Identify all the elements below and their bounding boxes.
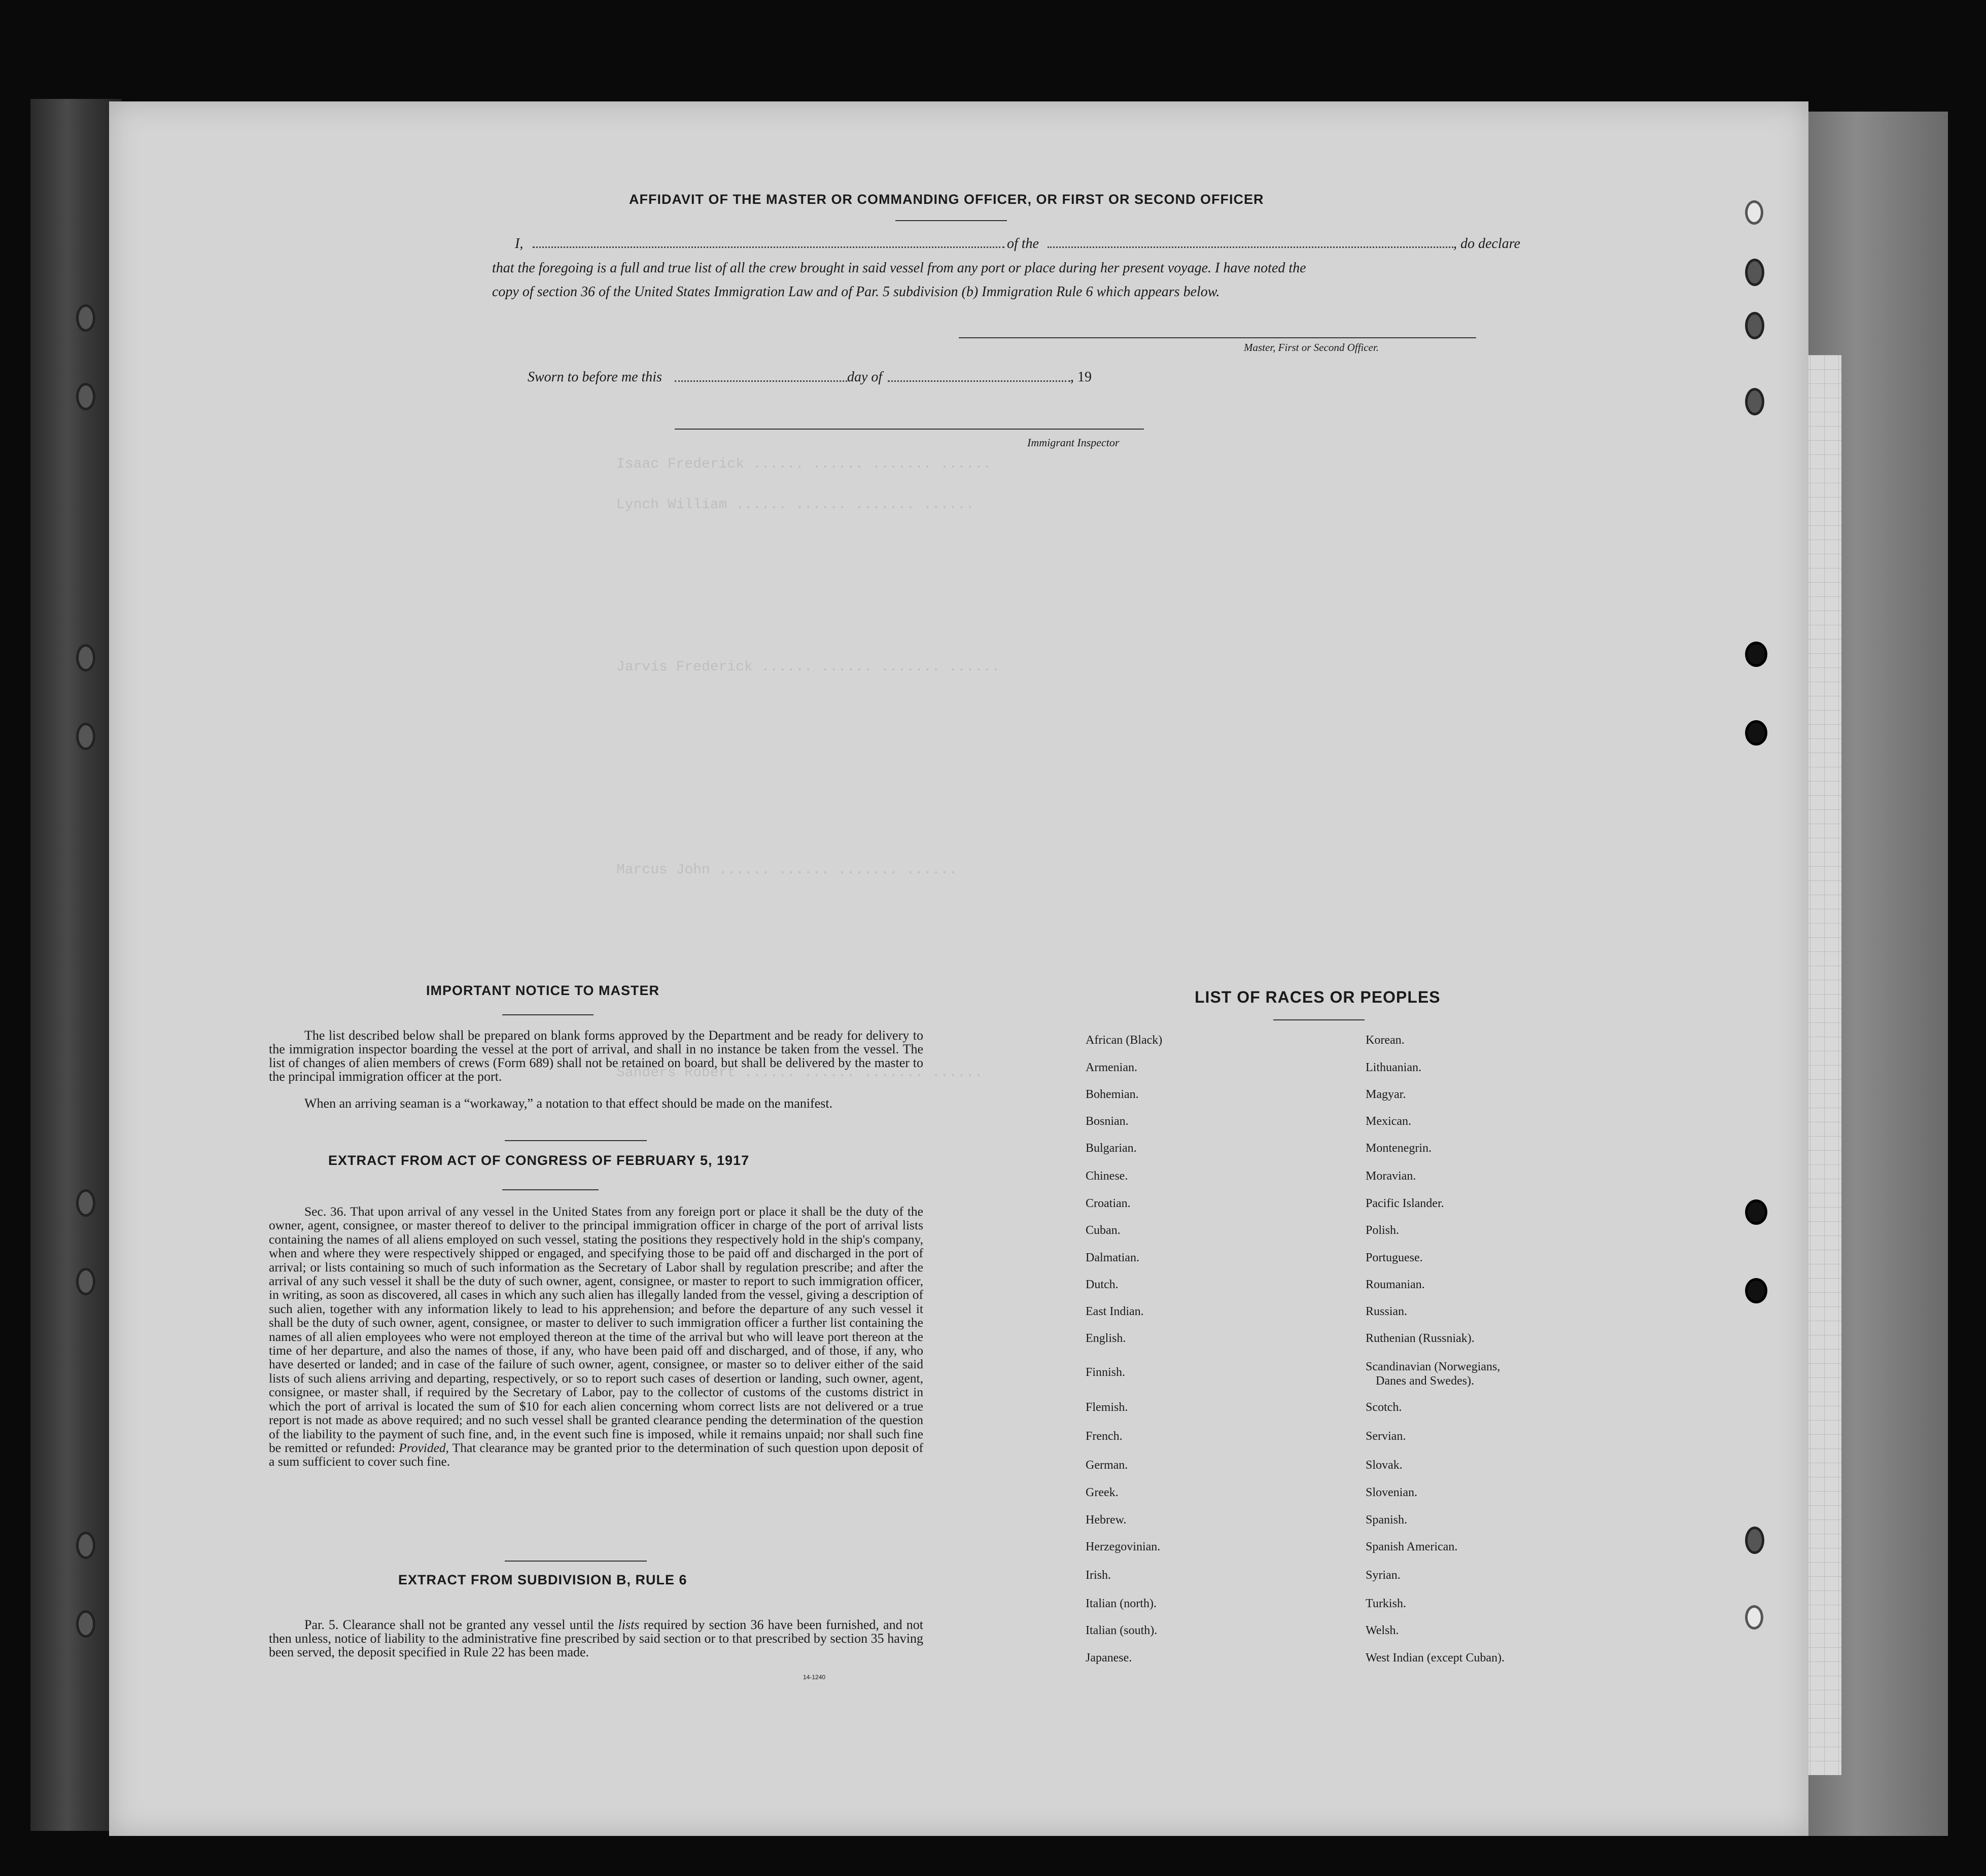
affidavit-title: AFFIDAVIT OF THE MASTER OR COMMANDING OFFICER, OR FIRST OR SECOND OFFICER	[629, 192, 1264, 207]
notice-underline	[502, 1014, 594, 1015]
year-label: , 19	[1070, 369, 1092, 385]
binder-hole	[76, 304, 95, 332]
affidavit-line2: that the foregoing is a full and true list of all the crew brought in said vessel from any port or place during her present voyage. I have noted the	[492, 260, 1306, 276]
race-item: Croatian.	[1086, 1197, 1131, 1210]
race-item: Lithuanian.	[1366, 1061, 1421, 1074]
race-item: Turkish.	[1366, 1597, 1406, 1610]
race-item: Bohemian.	[1086, 1088, 1139, 1101]
separator-rule	[505, 1561, 647, 1562]
race-item: Cuban.	[1086, 1224, 1121, 1237]
extract-act-body	[269, 1205, 923, 1469]
race-item: Pacific Islander.	[1366, 1197, 1444, 1210]
separator-rule	[505, 1140, 647, 1141]
page-hole	[1745, 1199, 1767, 1225]
race-item: Syrian.	[1366, 1569, 1401, 1582]
page-hole	[1745, 1527, 1764, 1554]
race-item: Servian.	[1366, 1430, 1406, 1443]
race-item: Irish.	[1086, 1569, 1111, 1582]
race-item: East Indian.	[1086, 1305, 1144, 1318]
extract-rule-title: EXTRACT FROM SUBDIVISION B, RULE 6	[398, 1572, 687, 1587]
sworn-day-blank[interactable]	[675, 380, 847, 382]
race-item: French.	[1086, 1430, 1123, 1443]
master-signature-line[interactable]	[959, 337, 1476, 338]
provided-text: Provided,	[399, 1440, 449, 1455]
rule-6-text-b: required by section 36 have been furnished, and not then unless, notice of liability to the administrative fine prescribed by said section or to that prescribed by section 35 having been served, the deposit specified in Rule 22 has been made.	[269, 1617, 924, 1659]
affidavit-declare: , do declare	[1453, 236, 1520, 252]
section-36-text: That upon arrival of any vessel in the United States from any foreign port or place it shall be the duty of the owner, agent, consignee, or master thereof to deliver to the principal immigration officer in charge of the port of arrival lists containing the names of all aliens employed on such vessel, stating the positions they respectively hold in the ship's company, when and where they were respectively shipped or engaged, and specifying those to be paid off and discharged in the port of arrival; or lists containing so much of such information as the Secretary of Labor shall by regulation prescribe; and after the arrival of any such vessel it shall be the duty of such owner, agent, consignee, or master to report to such immigration officer, in writing, as soon as discovered, all cases in which any such alien has illegally landed from the vessel, giving a description of such alien, together with any information likely to lead to his apprehension; and before the departure of any such vessel it shall be the duty of such owner, agent, consignee, or master to deliver to such immigration officer a further list containing the names of all alien employees who were not employed thereon at the time of the arrival but who will leave port thereon at the time of her departure, and also the names of those, if any, who have been paid off and discharged, and of those, if any, who have deserted or landed; and in case of the failure of such owner, agent, consignee, or master so to deliver either of the said lists of such aliens arriving and departing, respectively, or so to report such cases of desertion or landing, such owner, agent, consignee, or master shall, if required by the Secretary of Labor, pay to the collector of customs of the customs district in which the port of arrival is located the sum of $10 for each alien concerning whom correct lists are not delivered or a true report is not made as above required; and no such vessel shall be granted clearance pending the determination of the question of the liability to the payment of such fine, and, in the event such fine is imposed, while it remains unpaid; nor shall such fine be remitted or refunded:	[269, 1204, 923, 1455]
race-item: Polish.	[1366, 1224, 1400, 1237]
race-item: Ruthenian (Russniak).	[1366, 1332, 1475, 1345]
race-item: Bulgarian.	[1086, 1142, 1137, 1155]
binder-hole	[76, 644, 95, 671]
race-item: Slovak.	[1366, 1459, 1403, 1472]
binder-spine	[30, 99, 122, 1831]
name-blank[interactable]	[533, 246, 1004, 248]
race-item: Montenegrin.	[1366, 1142, 1432, 1155]
race-item: Finnish.	[1086, 1366, 1126, 1379]
notice-title: IMPORTANT NOTICE TO MASTER	[426, 983, 659, 998]
race-item: Hebrew.	[1086, 1513, 1127, 1527]
race-item: Dalmatian.	[1086, 1251, 1139, 1264]
inspector-label: Immigrant Inspector	[1027, 436, 1120, 449]
race-item: Flemish.	[1086, 1401, 1128, 1414]
binder-hole	[76, 1268, 95, 1295]
vessel-blank[interactable]	[1048, 246, 1453, 248]
race-item: English.	[1086, 1332, 1126, 1345]
race-item: Moravian.	[1366, 1170, 1416, 1183]
race-item: Dutch.	[1086, 1278, 1119, 1291]
page-hole	[1745, 1278, 1767, 1303]
races-title: LIST OF RACES OR PEOPLES	[1195, 988, 1441, 1006]
race-item: Scotch.	[1366, 1401, 1402, 1414]
section-36-end: That clearance may be granted prior to the determination of such question upon deposit of a sum sufficient to cover such fine.	[269, 1440, 924, 1469]
section-label: Sec. 36.	[304, 1204, 346, 1219]
race-item: Mexican.	[1366, 1115, 1411, 1128]
race-item: Scandinavian (Norwegians,	[1366, 1360, 1501, 1373]
race-item: Chinese.	[1086, 1170, 1128, 1183]
page-hole	[1745, 200, 1763, 225]
affidavit-of-the: of the	[1007, 236, 1039, 252]
race-item: West Indian (except Cuban).	[1366, 1651, 1505, 1665]
form-number: 14-1240	[803, 1674, 826, 1681]
lists-word: lists	[618, 1617, 640, 1632]
race-item: Welsh.	[1366, 1624, 1399, 1637]
race-item: Slovenian.	[1366, 1486, 1417, 1499]
binder-hole	[76, 1189, 95, 1217]
notice-para-1: The list described below shall be prepared on blank forms approved by the Department and be ready for delivery to the immigration inspector boarding the vessel at the port of arrival, and shall in no instance be taken from the vessel. The list of changes of alien members of crews (Form 689) shall not be retained on board, but shall be delivered by the master to the principal immigration officer at the port.	[269, 1028, 923, 1084]
race-item: Portuguese.	[1366, 1251, 1423, 1264]
race-item: Herzegovinian.	[1086, 1540, 1161, 1553]
extract-act-title: EXTRACT FROM ACT OF CONGRESS OF FEBRUARY 5, 1917	[328, 1153, 750, 1168]
affidavit-i: I,	[515, 236, 524, 252]
race-item: German.	[1086, 1459, 1128, 1472]
race-item: Spanish.	[1366, 1513, 1408, 1527]
race-item: Spanish American.	[1366, 1540, 1458, 1553]
page-hole	[1745, 1605, 1763, 1630]
page-hole	[1745, 312, 1764, 339]
title-underline	[895, 220, 1007, 221]
rule-6-text-a: Par. 5. Clearance shall not be granted any vessel until the	[304, 1617, 614, 1632]
affidavit-line3: copy of section 36 of the United States Immigration Law and of Par. 5 subdivision (b) Immigration Rule 6 which appears below.	[492, 284, 1220, 300]
extract-rule-body	[269, 1618, 923, 1659]
binder-hole	[76, 723, 95, 750]
binder-hole	[76, 1610, 95, 1638]
race-item: Roumanian.	[1366, 1278, 1425, 1291]
race-item: Russian.	[1366, 1305, 1408, 1318]
extract-act-underline	[502, 1189, 599, 1190]
race-item: African (Black)	[1086, 1034, 1163, 1047]
race-item: Italian (north).	[1086, 1597, 1157, 1610]
race-item: Danes and Swedes).	[1376, 1374, 1474, 1388]
page-hole	[1745, 388, 1764, 415]
page-hole	[1745, 720, 1767, 746]
race-item: Japanese.	[1086, 1651, 1132, 1665]
sworn-month-blank[interactable]	[888, 380, 1070, 382]
sworn-label: Sworn to before me this	[528, 369, 662, 385]
document-page: Isaac Frederick ...... ...... ....... ...... Lynch William ...... ...... ....... ...... Jarvis Frederick ...... ...... ....... ...... Marcus John ...... ...... ....... ...... Sanders Robert ...... ...... ....... ...... AFFIDAVIT OF THE MASTER OR COMMANDING OFFICER, OR FIRST OR SECOND OFFICER I, of the , do declare that the foregoing is a full and true list of all the crew brought in said vessel from any port or place during her present voyage. I have noted the copy of section 36 of the United States Immigration Law and of Par. 5 subdivision (b) Immigration Rule 6 which appears below. Master, First or Second Officer. Sworn to before me this day of , 19 Immigrant Inspector IMPORTANT NOTICE TO MASTER The list described below shall be prepared on blank forms approved by the Department and be ready for delivery to the immigration inspector boarding the vessel at the port of arrival, and shall in no instance be taken from the vessel. The list of changes of alien members of crews (Form 689) shall not be retained on board, but shall be delivered by the master to the principal immigration officer at the port. When an arriving seaman is a “workaway,” a notation to that effect should be made on the manifest. EXTRACT FROM ACT OF CONGRESS OF FEBRUARY 5, 1917 Sec. 36. That upon arrival of any vessel in the United States from any foreign port or place it shall be the duty of the owner, agent, consignee, or master thereof to deliver to the principal immigration officer in charge of the port of arrival lists containing the names of all aliens employed on such vessel, stating the positions they respectively hold in the ship's company, when and where they were respectively shipped or engaged, and specifying those to be paid off and discharged in the port of arrival; or lists containing so much of such information as the Secretary of Labor shall by regulation prescribe; and after the arrival of any such vessel it shall be the duty of such owner, agent, consignee, or master to report to such immigration officer, in writing, as soon as discovered, all cases in which any such alien has illegally landed from the vessel, giving a description of such alien, together with any information likely to lead to his apprehension; and before the departure of any such vessel it shall be the duty of such owner, agent, consignee, or master to deliver to such immigration officer a further list containing the names of all alien employees who were not employed thereon at the time of the arrival but who will leave port thereon at the time of her departure, and also the names of those, if any, who have been paid off and discharged, and of those, if any, who have deserted or landed; and in case of the failure of such owner, agent, consignee, or master so to deliver either of the said lists of such aliens arriving and departing, respectively, or so to report such cases of desertion or landing, such owner, agent, consignee, or master shall, if required by the Secretary of Labor, pay to the collector of customs of the customs district in which the port of arrival is located the sum of $10 for each alien concerning whom correct lists are not delivered or a true report is not made as above required; and no such vessel shall be granted clearance pending the determination of the question of the liability to the payment of such fine, and, in the event such fine is imposed, while it remains unpaid; nor shall such fine be remitted or refunded: Provided, That clearance may be granted prior to the determination of such question upon deposit of a sum sufficient to cover such fine. EXTRACT FROM SUBDIVISION B, RULE 6 Par. 5. Clearance shall not be granted any vessel until the lists required by section 36 have been furnished, and not then unless, notice of liability to the administrative fine prescribed by said section or to that prescribed by section 35 having been served, the deposit specified in Rule 22 has been made. 14-1240 LIST OF RACES OR PEOPLES African (Black) Armenian. Bohemian. Bosnian. Bulgarian. Chinese. Croatian. Cuban. Dalmatian. Dutch. East Indian. English. Finnish. Flemish. French. German. Greek. Hebrew. Herzegovinian. Irish. Italian (north). Italian (south). Japanese. Korean. Lithuanian. Magyar. Mexican. Montenegrin. Moravian. Pacific Islander. Polish. Portuguese. Roumanian. Russian. Ruthenian (Russniak). Scandinavian (Norwegians, Danes and Swedes). Scotch. Servian. Slovak. Slovenian. Spanish. Spanish American. Syrian. Turkish. Welsh. West Indian (except Cuban).	[109, 101, 1808, 1836]
race-item: Bosnian.	[1086, 1115, 1129, 1128]
day-of-label: day of	[847, 369, 883, 385]
race-item: Armenian.	[1086, 1061, 1137, 1074]
binder-hole	[76, 1532, 95, 1559]
race-item: Magyar.	[1366, 1088, 1406, 1101]
race-item: Greek.	[1086, 1486, 1119, 1499]
binder-hole	[76, 383, 95, 410]
races-underline	[1273, 1019, 1365, 1020]
notice-para-2: When an arriving seaman is a “workaway,” a notation to that effect should be made on the manifest.	[304, 1096, 833, 1111]
race-item: Korean.	[1366, 1034, 1405, 1047]
master-signature-label: Master, First or Second Officer.	[1244, 341, 1379, 353]
inspector-signature-line[interactable]	[675, 429, 1144, 430]
page-hole	[1745, 259, 1764, 286]
race-item: Italian (south).	[1086, 1624, 1158, 1637]
page-hole	[1745, 642, 1767, 667]
